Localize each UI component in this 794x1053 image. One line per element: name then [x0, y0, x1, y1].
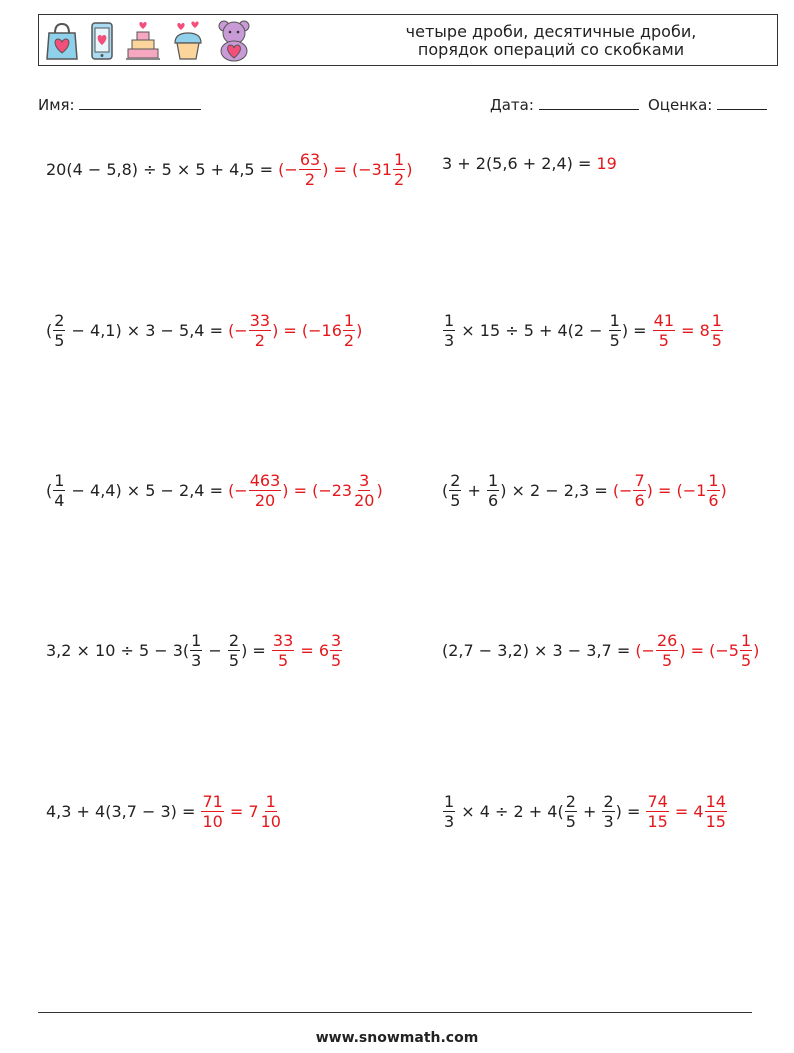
grade-label: Оценка: [648, 96, 713, 114]
numerator: 1 [444, 791, 455, 811]
expression-text: ) × 2 − 2,3 = [500, 480, 613, 500]
footer-site[interactable]: www.snowmath.com [315, 1030, 479, 1046]
numerator: 1 [394, 149, 405, 169]
answer-fraction [707, 471, 719, 510]
denominator: 2 [304, 169, 316, 189]
cake-icon [125, 21, 161, 61]
teddy-bear-icon [215, 20, 253, 62]
denominator: 2 [394, 169, 405, 189]
denominator: 2 [343, 330, 355, 350]
problem-8 [442, 625, 759, 675]
denominator: 10 [260, 811, 281, 831]
problem-1 [46, 144, 412, 194]
expression-text: ) = [621, 320, 652, 340]
name-blank[interactable] [79, 95, 201, 110]
grade-blank[interactable] [717, 95, 767, 110]
numerator: 71 [202, 791, 223, 811]
problem-7 [46, 625, 343, 675]
numerator: 3 [359, 470, 370, 490]
denominator: 5 [450, 490, 461, 510]
answer-text: (− [278, 159, 298, 179]
denominator: 5 [278, 650, 289, 670]
denominator: 5 [662, 650, 673, 670]
denominator: 10 [202, 811, 223, 831]
denominator: 5 [740, 650, 752, 670]
problem-2 [442, 138, 617, 188]
grade-field [648, 95, 767, 114]
fraction [53, 311, 65, 350]
fraction [228, 631, 240, 670]
numerator: 2 [565, 791, 576, 811]
worksheet-title [371, 23, 731, 59]
denominator: 5 [711, 330, 722, 350]
denominator: 6 [708, 490, 719, 510]
numerator: 1 [740, 630, 752, 650]
fraction [602, 792, 614, 831]
answer-fraction [711, 311, 723, 350]
header-box [38, 14, 778, 66]
denominator: 3 [444, 811, 455, 831]
expression-text: 20(4 − 5,8) ÷ 5 × 5 + 4,5 = [46, 159, 279, 179]
answer-text: ) [753, 640, 760, 660]
numerator: 1 [609, 310, 620, 330]
answer-text: (− [228, 480, 248, 500]
answer-fraction [705, 792, 727, 831]
denominator: 3 [191, 650, 202, 670]
problem-3 [46, 305, 362, 355]
denominator: 3 [444, 330, 455, 350]
answer-fraction [299, 150, 321, 189]
answer-fraction [249, 471, 282, 510]
expression-text: ( [46, 320, 53, 340]
answer-fraction [249, 311, 271, 350]
answer-fraction [272, 631, 294, 670]
denominator: 6 [488, 490, 499, 510]
denominator: 20 [354, 490, 375, 510]
expression-text: (2,7 − 3,2) × 3 − 3,7 = [442, 640, 636, 660]
expression-text: ) = [615, 801, 646, 821]
date-blank[interactable] [539, 95, 639, 110]
numerator: 63 [299, 149, 321, 169]
fraction [565, 792, 577, 831]
answer-fraction [201, 792, 223, 831]
denominator: 5 [565, 811, 576, 831]
answer-text: = 6 [295, 640, 330, 660]
shopping-bag-heart-icon [45, 21, 79, 61]
expression-text: − [203, 640, 227, 660]
expression-text: + [577, 801, 602, 821]
numerator: 2 [228, 630, 240, 650]
numerator: 2 [450, 470, 461, 490]
expression-text: ( [442, 480, 449, 500]
answer-text: ) [720, 480, 727, 500]
answer-text: 19 [596, 153, 617, 173]
name-field [38, 95, 201, 114]
numerator: 1 [488, 470, 499, 490]
expression-text: 4,3 + 4(3,7 − 3) = [46, 801, 201, 821]
expression-text: × 4 ÷ 2 + 4( [456, 801, 564, 821]
problem-9 [46, 786, 283, 836]
expression-text: 3,2 × 10 ÷ 5 − 3( [46, 640, 190, 660]
numerator: 26 [656, 630, 678, 650]
numerator: 3 [331, 630, 342, 650]
answer-text: = 8 [676, 320, 710, 340]
denominator: 5 [658, 330, 669, 350]
title-line-1: четыре дроби, десятичные дроби, [405, 22, 697, 41]
denominator: 15 [705, 811, 726, 831]
problem-4 [442, 305, 724, 355]
numerator: 33 [272, 630, 294, 650]
fraction [449, 471, 461, 510]
phone-heart-icon [89, 21, 115, 61]
denominator: 3 [603, 811, 614, 831]
answer-fraction [343, 311, 355, 350]
answer-fraction [653, 311, 675, 350]
fraction [443, 311, 455, 350]
cupcake-icon [171, 21, 205, 61]
fraction [487, 471, 499, 510]
answer-text: ) = (−1 [646, 480, 707, 500]
answer-fraction [260, 792, 282, 831]
expression-text: − 4,1) × 3 − 5,4 = [66, 320, 229, 340]
numerator: 14 [705, 791, 726, 811]
numerator: 1 [444, 310, 455, 330]
numerator: 463 [249, 470, 281, 490]
numerator: 1 [708, 470, 719, 490]
numerator: 74 [647, 791, 668, 811]
denominator: 5 [228, 650, 240, 670]
title-line-2: порядок операций со скобками [417, 40, 685, 59]
denominator: 2 [254, 330, 265, 350]
denominator: 5 [331, 650, 342, 670]
answer-fraction [740, 631, 752, 670]
denominator: 20 [254, 490, 276, 510]
expression-text: 3 + 2(5,6 + 2,4) = [442, 153, 597, 173]
numerator: 1 [343, 310, 355, 330]
numerator: 33 [249, 310, 271, 330]
expression-text: − 4,4) × 5 − 2,4 = [66, 480, 229, 500]
answer-fraction [633, 471, 645, 510]
numerator: 1 [191, 630, 202, 650]
expression-text: ) = [241, 640, 271, 660]
answer-text: ) [406, 159, 413, 179]
answer-text: (− [228, 320, 248, 340]
header-icons [45, 19, 253, 63]
numerator: 2 [603, 791, 614, 811]
fraction [190, 631, 202, 670]
denominator: 4 [54, 490, 65, 510]
date-field [490, 95, 639, 114]
answer-fraction [656, 631, 678, 670]
answer-text: = 7 [224, 801, 259, 821]
answer-fraction [330, 631, 342, 670]
name-label: Имя: [38, 96, 75, 114]
expression-text: + [462, 480, 487, 500]
fraction [609, 311, 621, 350]
expression-text: ( [46, 480, 53, 500]
answer-text: = 4 [669, 801, 704, 821]
denominator: 5 [609, 330, 620, 350]
answer-text: ) [376, 480, 383, 500]
problem-5 [46, 465, 383, 515]
fraction [53, 471, 65, 510]
numerator: 2 [54, 310, 65, 330]
denominator: 5 [54, 330, 65, 350]
answer-fraction [646, 792, 668, 831]
answer-text: ) [356, 320, 363, 340]
answer-text: (− [635, 640, 655, 660]
problem-6 [442, 465, 727, 515]
denominator: 6 [634, 490, 645, 510]
numerator: 1 [54, 470, 65, 490]
expression-text: × 15 ÷ 5 + 4(2 − [456, 320, 608, 340]
numerator: 1 [711, 310, 722, 330]
denominator: 15 [647, 811, 668, 831]
answer-text: (− [612, 480, 633, 500]
numerator: 1 [265, 791, 276, 811]
answer-fraction [393, 150, 405, 189]
answer-text: ) = (−23 [282, 480, 353, 500]
answer-text: ) = (−31 [322, 159, 393, 179]
problem-10 [442, 786, 728, 836]
date-label: Дата: [490, 96, 534, 114]
numerator: 41 [653, 310, 675, 330]
answer-fraction [353, 471, 375, 510]
fraction [443, 792, 455, 831]
answer-text: ) = (−16 [272, 320, 342, 340]
footer-divider [38, 1012, 752, 1013]
answer-text: ) = (−5 [679, 640, 739, 660]
numerator: 7 [634, 470, 645, 490]
